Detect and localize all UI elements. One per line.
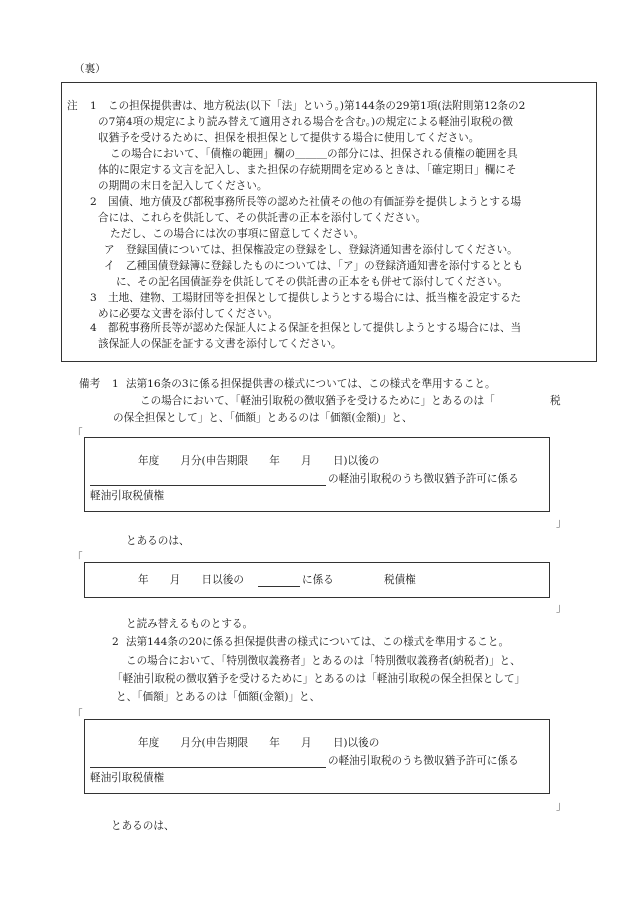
remarks-label: 備考 bbox=[79, 378, 101, 390]
note-a-line: 登録国債については、担保権設定の登録をし、登録済通知書を添付してください。 bbox=[126, 244, 518, 256]
notes-label: 注 bbox=[67, 100, 78, 112]
toaru-text: とあるのは、 bbox=[126, 535, 190, 547]
box-2-text: に係る bbox=[302, 574, 334, 586]
box-3-line: 軽油引取税債権 bbox=[90, 772, 165, 784]
page-heading: （裏） bbox=[74, 63, 106, 75]
open-bracket: 「 bbox=[72, 709, 83, 721]
toaru-text: とあるのは、 bbox=[111, 820, 175, 832]
remarks-1-line: 法第16条の3に係る担保提供書の様式については、この様式を準用すること。 bbox=[126, 378, 496, 390]
replace-text: と読み替えるものとする。 bbox=[126, 618, 254, 630]
note-1-number: 1 bbox=[90, 100, 97, 112]
note-3-line: 土地、建物、工場財団等を担保として提供しようとする場合には、抵当権を設定するた bbox=[108, 292, 522, 304]
box-1-line: 年度 月分(申告期限 年 月 日)以後の bbox=[138, 455, 380, 467]
open-bracket: 「 bbox=[72, 428, 83, 440]
remarks-1-line-tail: 税 bbox=[550, 395, 561, 407]
box-3-blank-line bbox=[90, 767, 326, 768]
note-1-line: の期間の末日を記入してください。 bbox=[98, 180, 268, 192]
remarks-1-number: 1 bbox=[112, 378, 119, 390]
note-1-line: の7第4項の規定により読み替えて適用される場合を含む。)の規定による軽油引取税の徴 bbox=[98, 116, 513, 128]
note-i-number: イ bbox=[104, 260, 115, 272]
remarks-1-line: この場合において、「軽油引取税の徴収猶予を受けるために」とあるのは「 bbox=[140, 395, 495, 407]
note-a-number: ア bbox=[104, 244, 115, 256]
note-4-line: 該保証人の保証を証する文書を添付してください。 bbox=[98, 338, 342, 350]
remarks-1-line: の保全担保として」と、「価額」とあるのは「価額(金額)」と、 bbox=[113, 412, 413, 424]
note-3-line: めに必要な文書を添付してください。 bbox=[98, 308, 279, 320]
box-1-blank-line bbox=[90, 485, 326, 486]
box-1-line: の軽油引取税のうち徴収猶予許可に係る bbox=[328, 473, 519, 485]
note-3-number: 3 bbox=[90, 292, 97, 304]
note-2-line: 国債、地方債及び都税事務所長等の認めた社債その他の有価証券を提供しようとする場 bbox=[108, 196, 522, 208]
box-2-text: 税債権 bbox=[384, 574, 416, 586]
box-3-line: 年度 月分(申告期限 年 月 日)以後の bbox=[138, 737, 380, 749]
note-1-line: 収猶予を受けるために、担保を根担保として提供する場合に使用してください。 bbox=[98, 132, 480, 144]
note-i-line: 乙種国債登録簿に登録したものについては、「ア」の登録済通知書を添付するととも bbox=[126, 260, 524, 272]
note-4-number: 4 bbox=[90, 322, 97, 334]
box-1-line: 軽油引取税債権 bbox=[90, 490, 165, 502]
note-2-line: 合には、これらを供託して、その供託書の正本を添付してください。 bbox=[98, 212, 427, 224]
box-2-blank-line bbox=[258, 586, 300, 587]
remarks-2-line: と、「価額」とあるのは「価額(金額)」と、 bbox=[116, 691, 321, 703]
note-i-line: に、その記名国債証券を供託してその供託書の正本をも併せて添付してください。 bbox=[116, 276, 508, 288]
remarks-2-line: 法第144条の20に係る担保提供書の様式については、この様式を準用すること。 bbox=[126, 636, 510, 648]
open-bracket: 「 bbox=[72, 552, 83, 564]
note-1-line: 体的に限定する文言を記入し、また担保の存続期間を定めるときは、「確定期日」欄にそ bbox=[98, 164, 517, 176]
box-2-text: 年 月 日以後の bbox=[138, 574, 244, 586]
remarks-2-number: 2 bbox=[112, 636, 119, 648]
remarks-2-line: 「軽油引取税の徴収猶予を受けるために」とあるのは「軽油引取税の保全担保として」 bbox=[112, 673, 526, 685]
box-3-line: の軽油引取税のうち徴収猶予許可に係る bbox=[328, 755, 519, 767]
note-2-number: 2 bbox=[90, 196, 97, 208]
note-1-line: この場合において、「債権の範囲」欄の＿＿＿の部分には、担保される債権の範囲を具 bbox=[110, 148, 518, 160]
close-bracket: 」 bbox=[556, 517, 567, 529]
note-4-line: 都税事務所長等が認めた保証人による保証を担保として提供しようとする場合には、当 bbox=[108, 322, 522, 334]
note-2-line: ただし、この場合には次の事項に留意してください。 bbox=[110, 228, 365, 240]
close-bracket: 」 bbox=[556, 602, 567, 614]
close-bracket: 」 bbox=[556, 800, 567, 812]
remarks-2-line: この場合において、「特別徴収義務者」とあるのは「特別徴収義務者(納税者)」と、 bbox=[126, 655, 521, 667]
note-1-line: この担保提供書は、地方税法(以下「法」という。)第144条の29第1項(法附則第12条の2 bbox=[108, 100, 526, 112]
